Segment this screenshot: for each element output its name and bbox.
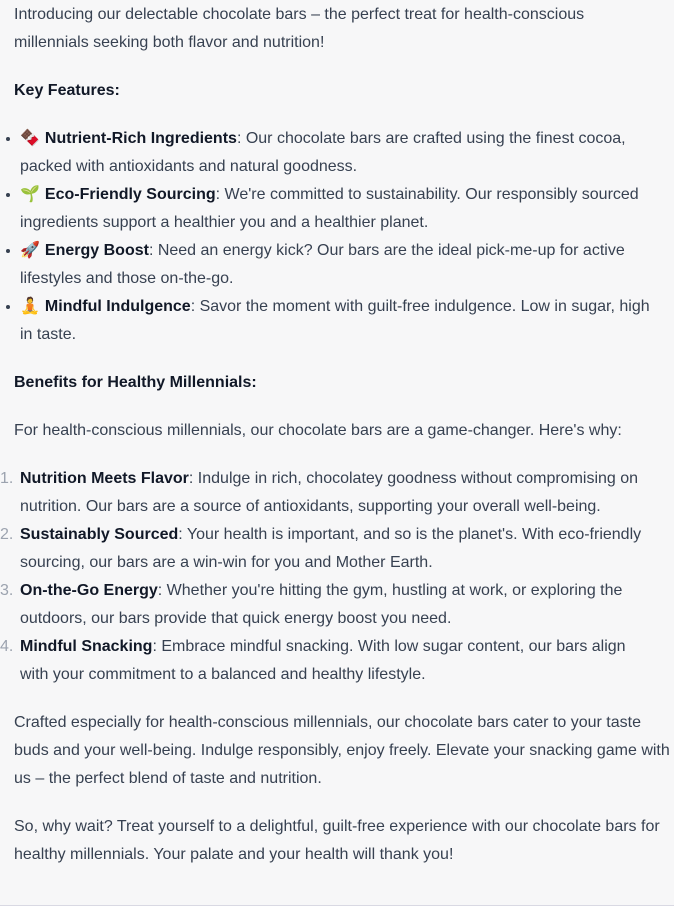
closing-paragraph: Crafted especially for health-conscious millennials, our chocolate bars cater to your taste buds and your well-being. Indulge responsibly, enjoy freely. Elevate your snacking game with us – the perfect blend of taste and nutrition.	[14, 714, 670, 787]
chocolate-bar-icon: 🍫	[20, 130, 40, 147]
seedling-icon: 🌱	[20, 186, 40, 203]
benefit-title: Mindful Snacking	[20, 638, 153, 655]
feature-text: : Our chocolate bars are crafted using the finest cocoa, packed with antioxidants and natural goodness.	[20, 130, 626, 175]
benefit-text: : Whether you're hitting the gym, hustling at work, or exploring the outdoors, our bars provide that quick energy boost you need.	[20, 582, 623, 627]
benefit-title: Sustainably Sourced	[20, 526, 179, 543]
intro-paragraph: Introducing our delectable chocolate bars – the perfect treat for health-conscious millennials seeking both flavor and nutrition!	[14, 6, 585, 51]
list-number: 1.	[0, 470, 14, 487]
meditation-icon: 🧘	[20, 298, 40, 315]
feature-text: : Savor the moment with guilt-free indulgence. Low in sugar, high in taste.	[20, 298, 650, 343]
list-number: 2.	[0, 526, 14, 543]
benefit-item	[0, 577, 660, 633]
benefits-heading: Benefits for Healthy Millennials:	[14, 374, 257, 391]
final-paragraph: So, why wait? Treat yourself to a delightful, guilt-free experience with our chocolate bars for healthy millennials. Your palate and your health will thank you!	[14, 818, 660, 863]
benefit-item	[0, 465, 660, 521]
feature-item	[0, 181, 660, 237]
feature-item	[0, 125, 660, 181]
benefit-text: : Your health is important, and so is the planet's. With eco-friendly sourcing, our bars are a win-win for you and Mother Earth.	[20, 526, 642, 571]
feature-title: Energy Boost	[44, 242, 149, 259]
benefit-title: On-the-Go Energy	[20, 582, 158, 599]
feature-text: : We're committed to sustainability. Our responsibly sourced ingredients support a healthier you and a healthier planet.	[20, 186, 639, 231]
list-number: 3.	[0, 582, 14, 599]
benefits-list	[0, 465, 660, 689]
benefit-text: : Embrace mindful snacking. With low sugar content, our bars align with your commitment to a balanced and healthy lifestyle.	[20, 638, 626, 683]
benefit-item	[0, 633, 660, 689]
benefits-intro: For health-conscious millennials, our chocolate bars are a game-changer. Here's why:	[14, 422, 622, 439]
feature-text: : Need an energy kick? Our bars are the ideal pick-me-up for active lifestyles and those on-the-go.	[20, 242, 625, 287]
feature-item	[0, 237, 660, 293]
benefit-text: : Indulge in rich, chocolatey goodness without compromising on nutrition. Our bars are a source of antioxidants, supporting your overall well-being.	[20, 470, 639, 515]
features-heading: Key Features:	[14, 82, 120, 99]
list-number: 4.	[0, 638, 14, 655]
features-list	[0, 125, 660, 349]
feature-item	[0, 293, 660, 349]
feature-title: Eco-Friendly Sourcing	[44, 186, 216, 203]
feature-title: Nutrient-Rich Ingredients	[44, 130, 237, 147]
benefit-item	[0, 521, 660, 577]
rocket-icon: 🚀	[20, 242, 40, 259]
benefit-title: Nutrition Meets Flavor	[20, 470, 189, 487]
feature-title: Mindful Indulgence	[44, 298, 191, 315]
